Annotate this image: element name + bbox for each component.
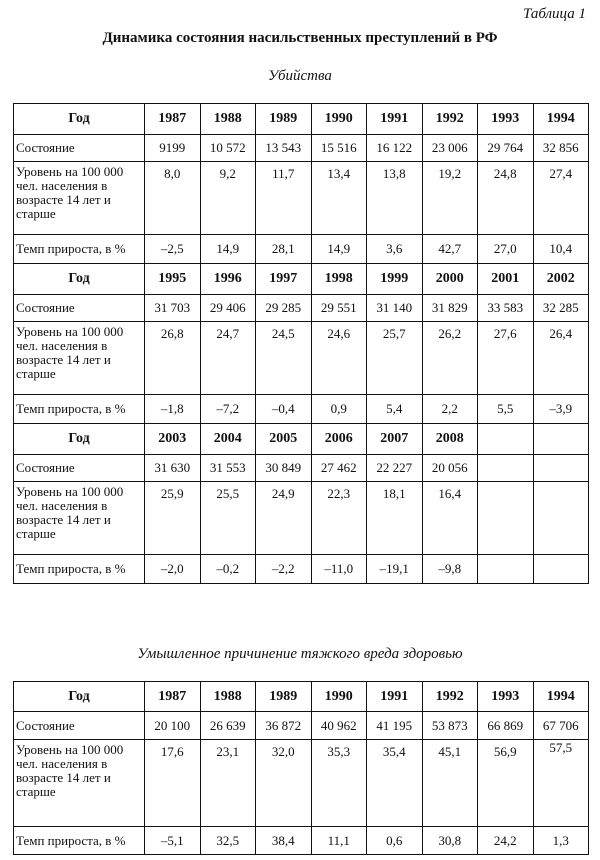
state-cell: 30 849 <box>256 455 312 482</box>
section-title-grievous-harm: Умышленное причинение тяжкого вреда здоровью <box>137 646 463 662</box>
level-cell: 45,1 <box>422 740 478 827</box>
growth-cell: 14,9 <box>311 235 367 264</box>
level-cell: 18,1 <box>367 482 423 555</box>
level-cell: 27,6 <box>478 322 534 395</box>
year-cell: 1989 <box>256 682 312 712</box>
level-cell: 24,7 <box>200 322 256 395</box>
year-cell: 1991 <box>367 682 423 712</box>
year-cell: 2005 <box>256 424 312 455</box>
year-cell: 1987 <box>145 682 201 712</box>
growth-cell: –9,8 <box>422 555 478 584</box>
year-cell: 2000 <box>422 264 478 295</box>
state-cell: 31 703 <box>145 295 201 322</box>
state-cell: 31 829 <box>422 295 478 322</box>
growth-cell: –1,8 <box>145 395 201 424</box>
year-label: Год <box>14 682 145 712</box>
level-cell: 24,6 <box>311 322 367 395</box>
year-cell: 2003 <box>145 424 201 455</box>
year-cell: 2006 <box>311 424 367 455</box>
level-cell: 32,0 <box>256 740 312 827</box>
growth-cell: –2,2 <box>256 555 312 584</box>
year-row <box>14 682 589 712</box>
year-cell: 1990 <box>311 682 367 712</box>
level-cell: 25,5 <box>200 482 256 555</box>
growth-cell: 0,9 <box>311 395 367 424</box>
level-cell: 8,0 <box>145 162 201 235</box>
level-cell: 24,5 <box>256 322 312 395</box>
murders-table <box>13 103 589 584</box>
state-cell: 26 639 <box>200 712 256 740</box>
state-cell: 53 873 <box>422 712 478 740</box>
growth-cell: –19,1 <box>367 555 423 584</box>
growth-row <box>14 395 589 424</box>
level-label: Уровень на 100 000 чел. населения в возрасте 14 лет и старше <box>14 322 145 395</box>
year-cell: 2002 <box>533 264 589 295</box>
state-cell <box>533 455 589 482</box>
year-row <box>14 104 589 135</box>
level-cell: 23,1 <box>200 740 256 827</box>
level-cell: 35,3 <box>311 740 367 827</box>
growth-cell: 30,8 <box>422 827 478 855</box>
grievous-harm-table <box>13 681 589 855</box>
growth-cell: 2,2 <box>422 395 478 424</box>
state-cell: 16 122 <box>367 135 423 162</box>
level-cell: 27,4 <box>533 162 589 235</box>
state-cell: 20 056 <box>422 455 478 482</box>
year-cell: 1994 <box>533 682 589 712</box>
growth-cell: 0,6 <box>367 827 423 855</box>
growth-label: Темп прироста, в % <box>14 235 145 264</box>
level-cell: 9,2 <box>200 162 256 235</box>
level-row <box>14 322 589 395</box>
level-cell: 57,5 <box>533 740 589 827</box>
state-cell: 31 630 <box>145 455 201 482</box>
growth-label: Темп прироста, в % <box>14 827 145 855</box>
year-cell: 1988 <box>200 104 256 135</box>
state-row <box>14 712 589 740</box>
state-row <box>14 455 589 482</box>
growth-cell: 5,5 <box>478 395 534 424</box>
level-cell: 16,4 <box>422 482 478 555</box>
state-cell: 29 285 <box>256 295 312 322</box>
level-cell: 26,2 <box>422 322 478 395</box>
growth-cell: 5,4 <box>367 395 423 424</box>
level-cell <box>478 482 534 555</box>
growth-label: Темп прироста, в % <box>14 395 145 424</box>
year-cell <box>533 424 589 455</box>
state-cell: 32 856 <box>533 135 589 162</box>
state-cell: 22 227 <box>367 455 423 482</box>
year-cell: 1997 <box>256 264 312 295</box>
level-cell: 11,7 <box>256 162 312 235</box>
state-cell: 15 516 <box>311 135 367 162</box>
growth-cell <box>478 555 534 584</box>
year-cell <box>478 424 534 455</box>
year-cell: 1996 <box>200 264 256 295</box>
level-cell <box>533 482 589 555</box>
level-cell: 13,8 <box>367 162 423 235</box>
year-cell: 1988 <box>200 682 256 712</box>
growth-cell: –7,2 <box>200 395 256 424</box>
year-cell: 1993 <box>478 104 534 135</box>
state-cell: 32 285 <box>533 295 589 322</box>
state-cell: 9199 <box>145 135 201 162</box>
year-label: Год <box>14 424 145 455</box>
level-label: Уровень на 100 000 чел. населения в возрасте 14 лет и старше <box>14 482 145 555</box>
growth-row <box>14 555 589 584</box>
level-row <box>14 162 589 235</box>
growth-cell: –11,0 <box>311 555 367 584</box>
growth-cell: 3,6 <box>367 235 423 264</box>
year-cell: 1995 <box>145 264 201 295</box>
level-cell: 26,8 <box>145 322 201 395</box>
state-cell: 66 869 <box>478 712 534 740</box>
state-cell: 40 962 <box>311 712 367 740</box>
growth-cell: 28,1 <box>256 235 312 264</box>
growth-cell: 42,7 <box>422 235 478 264</box>
level-cell: 24,9 <box>256 482 312 555</box>
year-cell: 1987 <box>145 104 201 135</box>
year-cell: 1992 <box>422 104 478 135</box>
state-cell: 31 140 <box>367 295 423 322</box>
state-cell: 27 462 <box>311 455 367 482</box>
state-cell: 13 543 <box>256 135 312 162</box>
year-cell: 1999 <box>367 264 423 295</box>
growth-cell: –0,4 <box>256 395 312 424</box>
growth-cell: 32,5 <box>200 827 256 855</box>
year-label: Год <box>14 264 145 295</box>
level-cell: 35,4 <box>367 740 423 827</box>
growth-cell: –3,9 <box>533 395 589 424</box>
state-cell <box>478 455 534 482</box>
state-label: Состояние <box>14 455 145 482</box>
level-label: Уровень на 100 000 чел. населения в возрасте 14 лет и старше <box>14 162 145 235</box>
growth-cell: 1,3 <box>533 827 589 855</box>
growth-row <box>14 827 589 855</box>
level-label: Уровень на 100 000 чел. населения в возрасте 14 лет и старше <box>14 740 145 827</box>
state-label: Состояние <box>14 295 145 322</box>
year-cell: 2004 <box>200 424 256 455</box>
growth-cell: –5,1 <box>145 827 201 855</box>
page-title: Динамика состояния насильственных преступлений в РФ <box>102 30 498 46</box>
year-cell: 2001 <box>478 264 534 295</box>
state-cell: 67 706 <box>533 712 589 740</box>
level-row <box>14 482 589 555</box>
year-cell: 1993 <box>478 682 534 712</box>
growth-cell: 10,4 <box>533 235 589 264</box>
level-cell: 13,4 <box>311 162 367 235</box>
state-cell: 29 406 <box>200 295 256 322</box>
growth-cell: 24,2 <box>478 827 534 855</box>
growth-cell: –2,5 <box>145 235 201 264</box>
state-row <box>14 295 589 322</box>
year-cell: 1992 <box>422 682 478 712</box>
state-cell: 23 006 <box>422 135 478 162</box>
growth-cell: 11,1 <box>311 827 367 855</box>
year-cell: 1991 <box>367 104 423 135</box>
growth-cell: 38,4 <box>256 827 312 855</box>
year-row <box>14 424 589 455</box>
level-cell: 17,6 <box>145 740 201 827</box>
growth-cell: –0,2 <box>200 555 256 584</box>
state-label: Состояние <box>14 135 145 162</box>
level-cell: 56,9 <box>478 740 534 827</box>
level-cell: 19,2 <box>422 162 478 235</box>
state-label: Состояние <box>14 712 145 740</box>
level-row <box>14 740 589 827</box>
growth-cell <box>533 555 589 584</box>
year-row <box>14 264 589 295</box>
growth-cell: 14,9 <box>200 235 256 264</box>
state-cell: 41 195 <box>367 712 423 740</box>
section-title-murders: Убийства <box>268 68 332 84</box>
growth-label: Темп прироста, в % <box>14 555 145 584</box>
year-label: Год <box>14 104 145 135</box>
level-cell: 25,7 <box>367 322 423 395</box>
year-cell: 1998 <box>311 264 367 295</box>
level-cell: 26,4 <box>533 322 589 395</box>
level-cell: 25,9 <box>145 482 201 555</box>
state-row <box>14 135 589 162</box>
year-cell: 1994 <box>533 104 589 135</box>
growth-cell: –2,0 <box>145 555 201 584</box>
level-cell: 24,8 <box>478 162 534 235</box>
year-cell: 2007 <box>367 424 423 455</box>
state-cell: 31 553 <box>200 455 256 482</box>
state-cell: 36 872 <box>256 712 312 740</box>
year-cell: 1990 <box>311 104 367 135</box>
year-cell: 2008 <box>422 424 478 455</box>
year-cell: 1989 <box>256 104 312 135</box>
state-cell: 10 572 <box>200 135 256 162</box>
state-cell: 20 100 <box>145 712 201 740</box>
growth-cell: 27,0 <box>478 235 534 264</box>
state-cell: 29 764 <box>478 135 534 162</box>
table-number: Таблица 1 <box>523 6 586 22</box>
growth-row <box>14 235 589 264</box>
state-cell: 33 583 <box>478 295 534 322</box>
level-cell: 22,3 <box>311 482 367 555</box>
state-cell: 29 551 <box>311 295 367 322</box>
